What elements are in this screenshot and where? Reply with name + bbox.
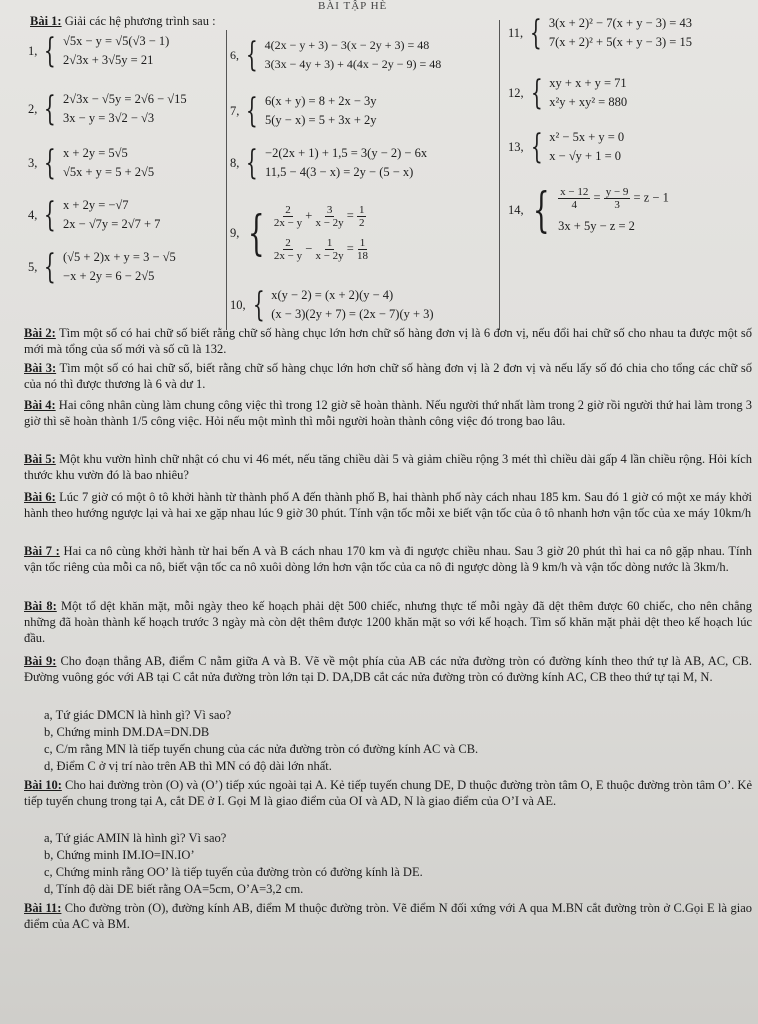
system-12-eq1: xy + x + y = 71 (549, 76, 627, 90)
bai1-heading (30, 14, 216, 29)
system-9: 9, { $\frac{2}{2x - y}$ + $\frac{3}{x - 2y}$ = $\frac{1}{2}$ $\frac{2}{2x - y}$ − $\frac{1}{x - 2y}$ = $\frac{1}{18}$ (230, 204, 368, 263)
system-2: 2, { 2√3x − √5y = 2√6 − √15 3x − y = 3√2 − √3 (28, 89, 187, 129)
system-8: 8, { −2(2x + 1) + 1,5 = 3(y − 2) − 6x 11,5 − 4(3 − x) = 2y − (5 − x) (230, 143, 428, 183)
column-divider-2 (499, 20, 500, 330)
system-9-eq1: $\frac{2}{2x - y}$ + $\frac{3}{x - 2y}$ = $\frac{1}{2}$ (273, 204, 365, 230)
system-2-eq2: 3x − y = 3√2 − √3 (63, 111, 155, 125)
system-1: 1, { √5x − y = √5(√3 − 1) 2√3x + 3√5y = 21 (28, 31, 170, 71)
system-10-eq2: (x − 3)(2y + 7) = (2x − 7)(y + 3) (271, 307, 434, 321)
system-12-eq2: x²y + xy² = 880 (549, 95, 628, 109)
system-11-eq1: 3(x + 2)² − 7(x + y − 3) = 43 (548, 16, 692, 30)
system-13-eq2: x − √y + 1 = 0 (549, 149, 622, 163)
system-7: 7, { 6(x + y) = 8 + 2x − 3y 5(y − x) = 5 + 3x + 2y (230, 91, 377, 131)
system-3-eq1: x + 2y = 5√5 (63, 146, 128, 160)
bai10-a: a, Tứ giác AMIN là hình gì? Vì sao? (44, 831, 227, 845)
system-11: 11, { 3(x + 2)² − 7(x + y − 3) = 43 7(x + 2)² + 5(x + y − 3) = 15 (508, 13, 692, 53)
bai9-b: b, Chứng minh DM.DA=DN.DB (44, 725, 210, 739)
bai10-d: d, Tính độ dài DE biết rằng OA=5cm, O’A=3,2 cm. (44, 882, 304, 896)
bai4: Bài 4: Hai công nhân cùng làm chung công việc thì trong 12 giờ sẽ hoàn thành. Nếu người thứ nhất làm trong 2 giờ rồi người thứ hai làm trong 3 giờ thì sẽ hoàn thành 1/5 công việc. Hỏi nếu một mình thì mỗi người hoàn thành công việc đó trong bao lâu. (24, 398, 752, 428)
system-7-eq2: 5(y − x) = 5 + 3x + 2y (265, 113, 377, 127)
bai11: Bài 11: Cho đường tròn (O), đường kính AB, điểm M thuộc đường tròn. Vẽ điểm N đối xứng với A qua M.BN cắt đường tròn ở C.Gọi E là giao điểm của AC và BM. (24, 901, 752, 931)
system-5-eq1: (√5 + 2)x + y = 3 − √5 (63, 250, 176, 264)
system-6: 6, { 4(2x − y + 3) − 3(x − 2y + 3) = 48 3(3x − 4y + 3) + 4(4x − 2y − 9) = 48 (230, 35, 442, 75)
system-7-eq1: 6(x + y) = 8 + 2x − 3y (265, 94, 377, 108)
column-divider-1 (226, 30, 227, 330)
system-14-eq2: 3x + 5y − z = 2 (558, 219, 635, 234)
system-4-eq1: x + 2y = −√7 (63, 198, 129, 212)
bai10-c: c, Chứng minh rằng OO’ là tiếp tuyến của đường tròn có đường kính là DE. (44, 865, 423, 879)
system-2-eq1: 2√3x − √5y = 2√6 − √15 (63, 92, 187, 106)
system-4-eq2: 2x − √7y = 2√7 + 7 (63, 217, 161, 231)
bai9: Bài 9: Cho đoạn thẳng AB, điểm C nằm giữa A và B. Vẽ về một phía của AB các nửa đường tròn có đường kính theo thứ tự là AB, AC, CB. Đường vuông góc với AB tại C cắt nửa đường tròn lớn tại D. DA,DB cắt các nửa đường tròn có đường kính AC, CB theo thứ tự tại M, N. (24, 654, 752, 684)
bai3: Bài 3: Tìm một số có hai chữ số, biết rằng chữ số hàng chục lớn hơn chữ số hàng đơn vị là 2 đơn vị và nếu lấy số đó chia cho tổng các chữ số của nó thì được thương là 6 và dư 1. (24, 361, 752, 391)
system-9-eq2: $\frac{2}{2x - y}$ − $\frac{1}{x - 2y}$ = $\frac{1}{18}$ (273, 237, 368, 263)
system-10-eq1: x(y − 2) = (x + 2)(y − 4) (271, 288, 394, 302)
system-14-eq1: $\frac{x - 12}{4}$ = $\frac{y - 9}{3}$ = z − 1 (560, 186, 669, 212)
header-scrap: BÀI TẬP HÈ (318, 0, 388, 12)
system-1-eq2: 2√3x + 3√5y = 21 (63, 53, 154, 67)
system-6-eq1: 4(2x − y + 3) − 3(x − 2y + 3) = 48 (264, 38, 430, 52)
bai1-text: Giải các hệ phương trình sau : (61, 14, 216, 28)
system-8-eq1: −2(2x + 1) + 1,5 = 3(y − 2) − 6x (265, 146, 428, 160)
bai1-label: Bài 1: (30, 14, 62, 28)
system-12: 12, { xy + x + y = 71 x²y + xy² = 880 (508, 73, 628, 113)
system-13-eq1: x² − 5x + y = 0 (549, 130, 625, 144)
bai6: Bài 6: Lúc 7 giờ có một ô tô khởi hành từ thành phố A đến thành phố B, hai thành phố này cách nhau 185 km. Sau đó 1 giờ có một xe máy khởi hành theo hướng ngược lại và hai xe gặp nhau lúc 9 giờ 30 phút. Tính vận tốc mỗi xe biết vận tốc của ô tô nhanh hơn vận tốc của xe máy 10km/h (24, 490, 752, 520)
system-8-eq2: 11,5 − 4(3 − x) = 2y − (5 − x) (265, 165, 414, 179)
system-5-eq2: −x + 2y = 6 − 2√5 (63, 269, 155, 283)
system-10: 10, { x(y − 2) = (x + 2)(y − 4) (x − 3)(2y + 7) = (2x − 7)(y + 3) (230, 285, 434, 325)
system-1-eq1: √5x − y = √5(√3 − 1) (63, 34, 170, 48)
system-3: 3, { x + 2y = 5√5 √5x + y = 5 + 2√5 (28, 143, 155, 183)
bai10: Bài 10: Cho hai đường tròn (O) và (O’) tiếp xúc ngoài tại A. Kẻ tiếp tuyến chung DE, D thuộc đường tròn tâm O, E thuộc đường tròn tâm O’. Kẻ tiếp tuyến chung trong tại A, cắt DE ở I. Gọi M là giao điểm của OI và AD, N là giao điểm của O’I và AE. (24, 778, 752, 808)
bai5: Bài 5: Một khu vườn hình chữ nhật có chu vi 46 mét, nếu tăng chiều dài 5 và giảm chiều rộng 3 mét thì chiều dài gấp 4 lần chiều rộng. Hỏi kích thước khu vườn đó là bao nhiêu? (24, 452, 752, 482)
bai9-d: d, Điểm C ở vị trí nào trên AB thì MN có độ dài lớn nhất. (44, 759, 332, 773)
bai2: Bài 2: Tìm một số có hai chữ số biết rằng chữ số hàng chục lớn hơn chữ số hàng đơn vị là 6 đơn vị, nếu đổi hai chữ số cho nhau ta được một số mới mà tổng của số mới và số cũ là 132. (24, 326, 752, 356)
bai8: Bài 8: Một tổ dệt khăn mặt, mỗi ngày theo kế hoạch phải dệt 500 chiếc, nhưng thực tế mỗi ngày đã dệt thêm được 60 chiếc, cho nên chẳng những đã hoàn thành kế hoạch trước 3 ngày mà còn dệt thêm được 1200 khăn mặt so với kế hoạch. Tìm số khăn mặt phải dệt theo kế hoạch lúc đầu. (24, 599, 752, 645)
bai7: Bài 7 : Hai ca nô cùng khởi hành từ hai bến A và B cách nhau 170 km và đi ngược chiều nhau. Sau 3 giờ 20 phút thì hai ca nô gặp nhau. Tính vận tốc riêng của mỗi ca nô, biết vận tốc ca nô xuôi dòng lớn hơn vận tốc của ca nô đi ngược dòng là 9 km/h và vận tốc dòng nước là 3km/h. (24, 544, 752, 574)
system-3-eq2: √5x + y = 5 + 2√5 (63, 165, 155, 179)
system-11-eq2: 7(x + 2)² + 5(x + y − 3) = 15 (548, 35, 692, 49)
system-4: 4, { x + 2y = −√7 2x − √7y = 2√7 + 7 (28, 195, 161, 235)
system-6-eq2: 3(3x − 4y + 3) + 4(4x − 2y − 9) = 48 (264, 57, 442, 71)
system-5: 5, { (√5 + 2)x + y = 3 − √5 −x + 2y = 6 − 2√5 (28, 247, 176, 287)
bai10-b: b, Chứng minh IM.IO=IN.IO’ (44, 848, 195, 862)
system-13: 13, { x² − 5x + y = 0 x − √y + 1 = 0 (508, 127, 625, 167)
bai9-c: c, C/m rằng MN là tiếp tuyến chung của các nửa đường tròn có đường kính AC và CB. (44, 742, 479, 756)
bai9-a: a, Tứ giác DMCN là hình gì? Vì sao? (44, 708, 232, 722)
system-14: 14, { $\frac{x - 12}{4}$ = $\frac{y - 9}{3}$ = z − 1 3x + 5y − z = 2 (508, 182, 669, 239)
